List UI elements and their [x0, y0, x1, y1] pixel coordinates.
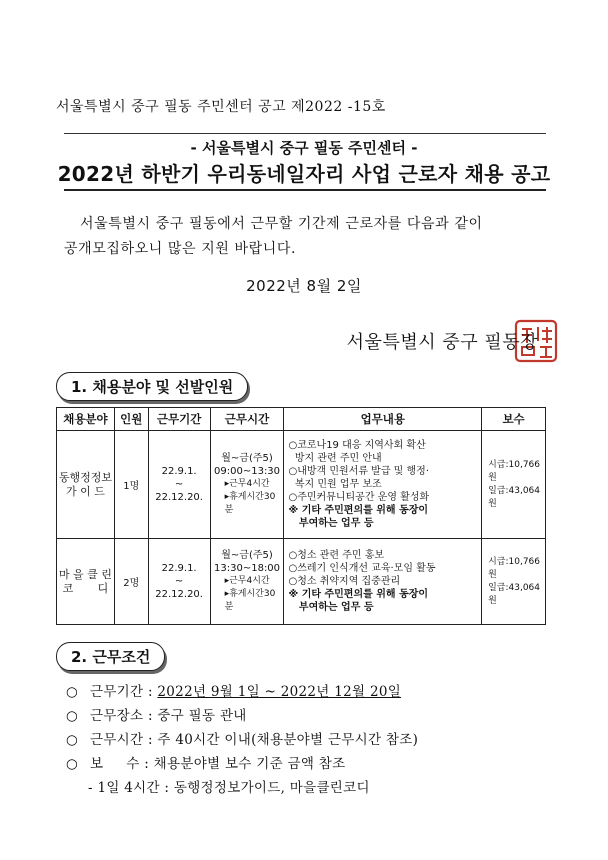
- pay-cell: [482, 539, 546, 625]
- duty-line: 복지 민원 업무 보조: [288, 479, 382, 490]
- period-cell: [148, 539, 210, 625]
- hours-time: 09:00~13:30: [214, 466, 281, 477]
- duty-line: 부여하는 업무 등: [288, 518, 374, 529]
- pay-daily: 일급:43,064원: [488, 485, 541, 509]
- condition-item: [66, 728, 418, 748]
- table-row: [57, 539, 546, 625]
- notice-date: 2022년 8월 2일: [246, 277, 362, 295]
- column-header: 인원: [114, 408, 148, 431]
- category-text: 마 을 클 린: [58, 567, 112, 581]
- table-row: [57, 431, 546, 539]
- hours-note: ▸휴게시간30분: [224, 589, 276, 612]
- condition-label: 근무시간 :: [90, 732, 158, 748]
- pay-daily: 일급:43,064원: [488, 582, 541, 606]
- circle-bullet-icon: ○: [66, 708, 79, 724]
- subtitle: - 서울특별시 중구 필동 주민센터 -: [190, 139, 418, 157]
- period-separator: ~: [174, 576, 184, 587]
- hours-days: 월~금(주5): [221, 550, 273, 561]
- circle-bullet-icon: ○: [66, 684, 79, 700]
- circle-bullet-icon: ○: [66, 732, 79, 748]
- pay-cell: [482, 431, 546, 539]
- duty-line: ※ 기타 주민편의를 위해 동장이: [288, 505, 429, 516]
- column-header: 채용분야: [57, 408, 115, 431]
- duty-line: 부여하는 업무 등: [288, 602, 374, 613]
- notice-number: 서울특별시 중구 필동 주민센터 공고 제2022 -15호: [56, 99, 386, 115]
- condition-label: 근무기간 :: [90, 684, 158, 700]
- duties-cell: [284, 431, 482, 539]
- duty-line: ○청소 관련 주민 홍보: [288, 550, 385, 561]
- duty-line: ※ 기타 주민편의를 위해 동장이: [288, 589, 429, 600]
- divider-top: [64, 133, 546, 134]
- duty-line: 방지 관련 주민 안내: [288, 453, 382, 464]
- section-2-heading: 2. 근무조건: [56, 642, 165, 671]
- condition-item: [66, 752, 345, 772]
- duty-line: ○주민커뮤니티공간 운영 활성화: [288, 492, 430, 503]
- condition-value: 주 40시간 이내(채용분야별 근무시간 참조): [157, 732, 419, 748]
- intro-line-1: 서울특별시 중구 필동에서 근무할 기간제 근로자를 다음과 같이: [80, 216, 483, 232]
- duty-line: ○청소 취약지역 집중관리: [288, 576, 401, 587]
- condition-item: [66, 704, 247, 724]
- page-title: 2022년 하반기 우리동네일자리 사업 근로자 채용 공고: [57, 162, 551, 186]
- column-header: 근무기간: [148, 408, 210, 431]
- period-cell: [148, 431, 210, 539]
- period-start: 22.9.1.: [161, 563, 197, 574]
- category-text: 코 디: [62, 581, 109, 595]
- hours-cell: [210, 431, 284, 539]
- condition-value: 중구 필동 관내: [157, 708, 247, 724]
- condition-item: [66, 680, 401, 700]
- category-cell: [57, 431, 115, 539]
- duty-line: ○쓰레기 인식개선 교육·모임 활동: [288, 563, 436, 574]
- divider-bottom: [64, 189, 546, 191]
- duty-line: ○내방객 민원서류 발급 및 행정·: [288, 466, 430, 477]
- hours-note: ▸근무4시간: [224, 479, 270, 489]
- period-start: 22.9.1.: [161, 466, 197, 477]
- condition-label: 보 수 :: [90, 756, 154, 772]
- category-cell: [57, 539, 115, 625]
- duties-cell: [284, 539, 482, 625]
- category-text: 가 이 드: [66, 484, 105, 498]
- intro-line-2: 공개모집하오니 많은 지원 바랍니다.: [64, 241, 297, 257]
- issuer-name: 서울특별시 중구 필동장: [346, 332, 538, 353]
- hours-days: 월~금(주5): [221, 453, 273, 464]
- category-text: 동행정정보: [58, 470, 113, 484]
- circle-bullet-icon: ○: [66, 756, 79, 772]
- period-end: 22.12.20.: [155, 589, 203, 600]
- hours-note: ▸휴게시간30분: [224, 492, 276, 515]
- period-separator: ~: [174, 479, 184, 490]
- section-1-heading: 1. 채용분야 및 선발인원: [56, 372, 248, 401]
- condition-subitem: - 1일 4시간 : 동행정정보가이드, 마을클린코디: [88, 780, 370, 796]
- condition-label: 근무장소 :: [90, 708, 158, 724]
- column-header: 근무시간: [210, 408, 284, 431]
- hiring-table: [56, 407, 546, 625]
- condition-value: 채용분야별 보수 기준 금액 참조: [153, 756, 346, 772]
- headcount-cell: 2명: [114, 539, 148, 625]
- period-end: 22.12.20.: [155, 492, 203, 503]
- headcount-cell: 1명: [114, 431, 148, 539]
- pay-hourly: 시급:10,766원: [488, 459, 541, 483]
- pay-hourly: 시급:10,766원: [488, 556, 541, 580]
- hours-note: ▸근무4시간: [224, 576, 270, 586]
- table-header-row: [57, 408, 546, 431]
- duty-line: ○코로나19 대응 지역사회 확산: [288, 440, 426, 451]
- column-header: 업무내용: [284, 408, 482, 431]
- condition-value: 2022년 9월 1일 ~ 2022년 12월 20일: [157, 684, 402, 700]
- column-header: 보수: [482, 408, 546, 431]
- hours-cell: [210, 539, 284, 625]
- hours-time: 13:30~18:00: [214, 563, 281, 574]
